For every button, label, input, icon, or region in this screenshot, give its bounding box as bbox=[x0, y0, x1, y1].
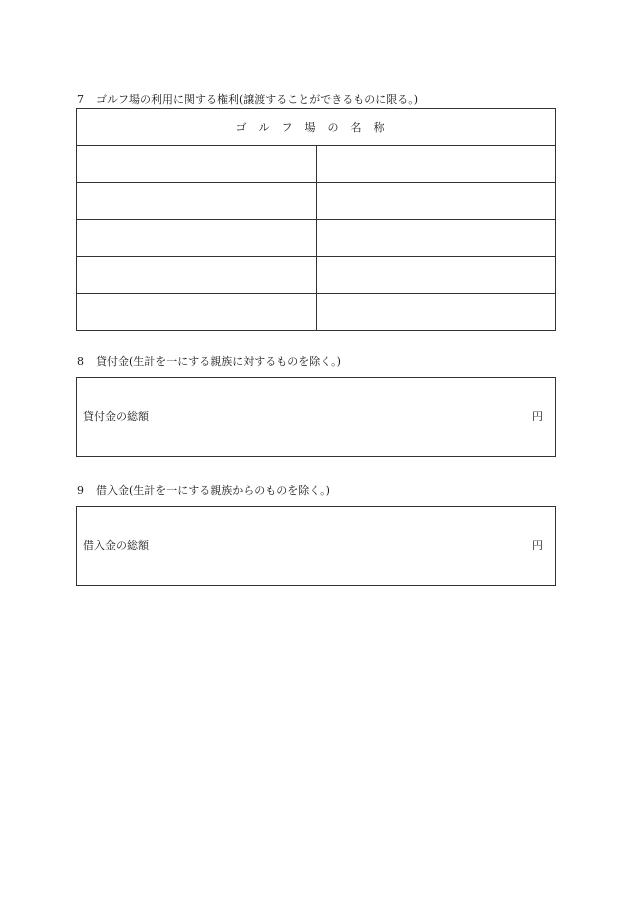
section-7-title: ゴルフ場の利用に関する権利(譲渡することができるものに限る。) bbox=[96, 93, 419, 106]
loan-total-box[interactable] bbox=[76, 377, 556, 457]
section-8-heading bbox=[77, 355, 341, 369]
table-row bbox=[77, 183, 556, 220]
table-cell[interactable] bbox=[77, 146, 317, 183]
borrowing-total-box[interactable] bbox=[76, 506, 556, 586]
section-9-number: 9 bbox=[77, 484, 84, 497]
borrowing-total-label: 借入金の総額 bbox=[83, 539, 149, 552]
table-cell[interactable] bbox=[77, 183, 317, 220]
table-cell[interactable] bbox=[317, 146, 556, 183]
table-cell[interactable] bbox=[317, 294, 556, 331]
section-7-heading bbox=[77, 93, 418, 107]
golf-course-name-header: ゴルフ場の名称 bbox=[77, 109, 556, 146]
loan-total-label: 貸付金の総額 bbox=[83, 410, 149, 423]
section-9-heading bbox=[77, 484, 330, 498]
section-8-title: 貸付金(生計を一にする親族に対するものを除く。) bbox=[96, 355, 341, 368]
section-8-number: 8 bbox=[77, 355, 84, 368]
table-cell[interactable] bbox=[77, 220, 317, 257]
table-row bbox=[77, 294, 556, 331]
table-cell[interactable] bbox=[317, 257, 556, 294]
table-row bbox=[77, 220, 556, 257]
table-row bbox=[77, 257, 556, 294]
table-cell[interactable] bbox=[77, 257, 317, 294]
table-cell[interactable] bbox=[317, 183, 556, 220]
section-7-number: 7 bbox=[77, 93, 84, 106]
section-9-title: 借入金(生計を一にする親族からのものを除く。) bbox=[96, 484, 330, 497]
golf-course-table bbox=[76, 108, 556, 331]
table-row bbox=[77, 146, 556, 183]
golf-table-header-row bbox=[77, 109, 556, 146]
borrowing-total-unit: 円 bbox=[532, 539, 543, 552]
loan-total-unit: 円 bbox=[532, 410, 543, 423]
table-cell[interactable] bbox=[317, 220, 556, 257]
table-cell[interactable] bbox=[77, 294, 317, 331]
